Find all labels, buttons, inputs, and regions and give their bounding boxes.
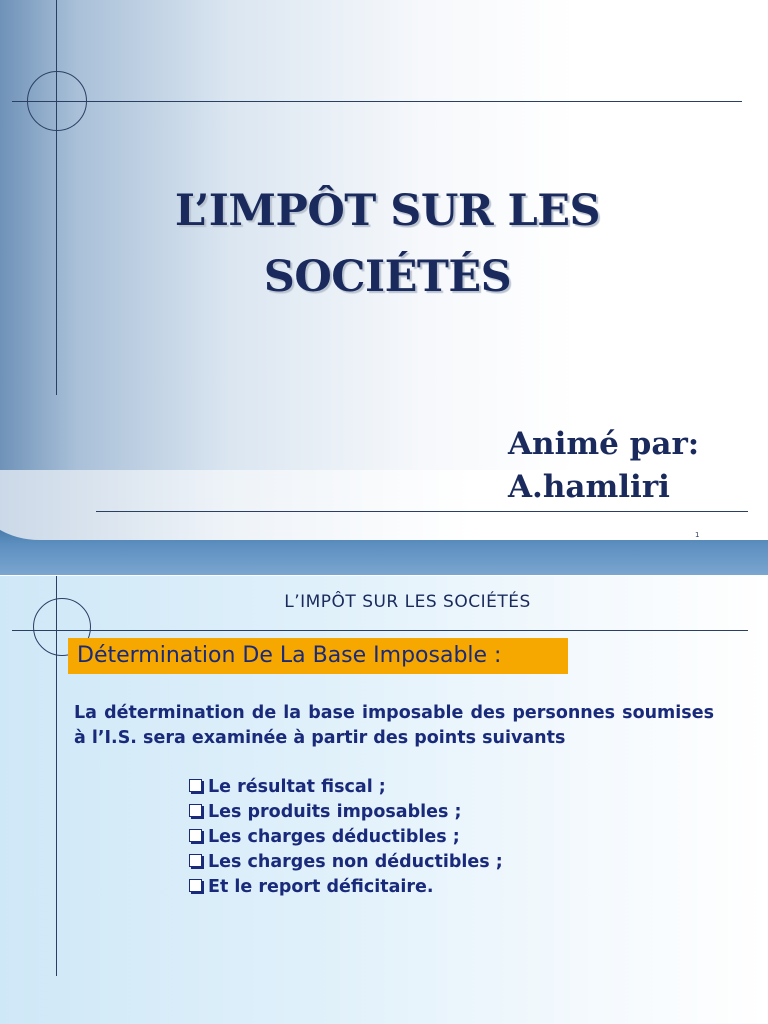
list-item bbox=[189, 825, 503, 850]
list-item bbox=[189, 775, 503, 800]
decorative-horizontal-line bbox=[12, 101, 742, 102]
intro-paragraph: La détermination de la base imposable des personnes soumises à l’I.S. sera examinée à partir des points suivants bbox=[74, 703, 714, 748]
slide-2 bbox=[0, 576, 768, 1024]
author-label: Animé par: bbox=[508, 426, 700, 462]
page-number: 1 bbox=[695, 531, 700, 539]
decorative-circle bbox=[27, 71, 87, 131]
checkbox-bullet-icon bbox=[189, 804, 202, 817]
list-item-label: Les produits imposables ; bbox=[208, 802, 462, 822]
checkbox-bullet-icon bbox=[189, 854, 202, 867]
list-item-label: Et le report déficitaire. bbox=[208, 877, 434, 897]
decorative-horizontal-line bbox=[12, 630, 748, 631]
list-item bbox=[189, 875, 503, 900]
checkbox-bullet-icon bbox=[189, 779, 202, 792]
checkbox-bullet-icon bbox=[189, 829, 202, 842]
slide-1-title-line-2: SOCIÉTÉS bbox=[263, 252, 512, 302]
slide-1-title-line-1: L’IMPÔT SUR LES bbox=[174, 186, 601, 236]
bullet-list bbox=[189, 775, 503, 900]
list-item bbox=[189, 850, 503, 875]
slide-1-title bbox=[120, 178, 655, 310]
list-item-label: Les charges déductibles ; bbox=[208, 827, 460, 847]
list-item-label: Le résultat fiscal ; bbox=[208, 777, 386, 797]
decorative-bottom-line bbox=[96, 511, 748, 512]
slide-2-title: L’IMPÔT SUR LES SOCIÉTÉS bbox=[284, 592, 531, 612]
author-block bbox=[508, 423, 699, 509]
list-item-label: Les charges non déductibles ; bbox=[208, 852, 503, 872]
checkbox-bullet-icon bbox=[189, 879, 202, 892]
author-name: A.hamliri bbox=[508, 469, 670, 505]
list-item bbox=[189, 800, 503, 825]
section-heading: Détermination De La Base Imposable : bbox=[68, 638, 568, 674]
decorative-vertical-line bbox=[56, 0, 57, 395]
